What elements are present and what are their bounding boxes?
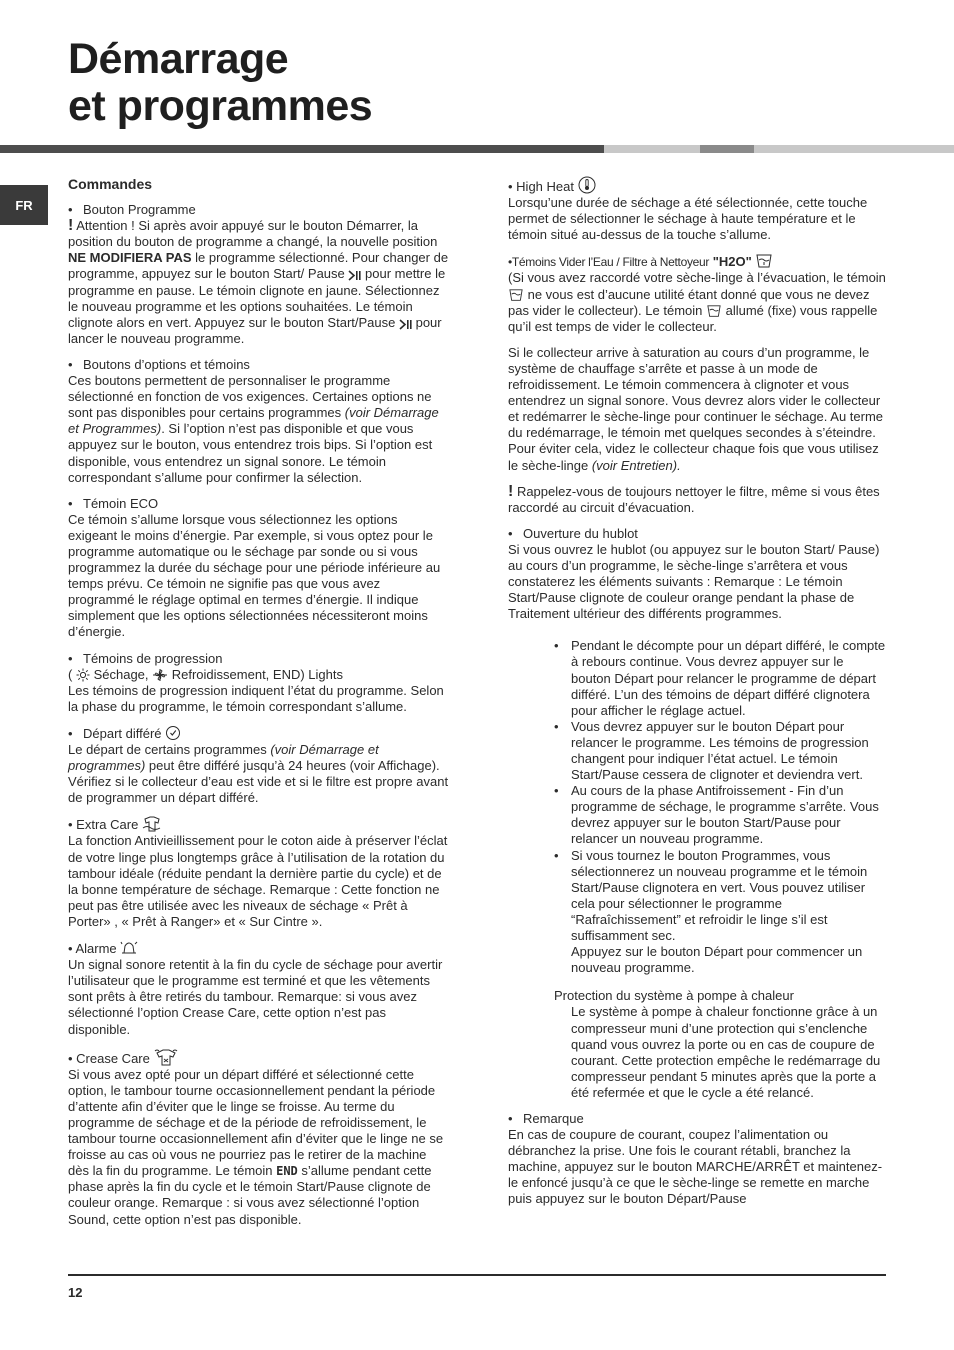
- protection-block: [554, 988, 886, 1101]
- options-heading: • Boutons d’options et témoins: [68, 356, 250, 372]
- start-pause-icon: [399, 319, 412, 330]
- list-item: • Vous devrez appuyer sur le bouton Départ pour relancer le programme. Les témoins de progression changent pour indiquer l’état actuel. Le témoin Start/Pause cessera de clignoter et deviendra vert.: [554, 719, 886, 783]
- list-item: • Si vous tournez le bouton Programmes, vous sélectionnerez un nouveau programme et le témoin Start/Pause clignotera en vert. Vous pouvez utiliser cela pour sélectionner le programme “Rafraîchissement” et refroidir le linge s’il est suffisamment sec. Appuyez sur le bouton Départ pour commencer un nouveau programme.: [554, 848, 886, 977]
- header-bar-dark: [0, 145, 604, 153]
- crease-text: Si vous avez opté pour un départ différé et sélectionné cette option, le tambour tourne occasionnellement pendant la période d’attente afin d’éviter que le linge se froisse. Au terme du programme de séchage et de la période de refroidissement, le tambour tourne occasionnellement afin d’éviter que le linge ne se froisse au cas où vous ne pourriez pas le retirer de la machine dès la fin du programme. Le témoin END s’allume pendant cette phase après la fin du cycle et le témoin Start/Pause clignote de couleur orange. Remarque : si vous avez sélectionné l’option Sound, cette option n’est pas disponible.: [68, 1066, 444, 1227]
- vider-heading: •Témoins Vider l’Eau / Filtre à Nettoyeur "H2O": [508, 253, 886, 270]
- warning-icon: !: [68, 217, 74, 235]
- extracare-block: [68, 816, 450, 930]
- remarque-block: [508, 1111, 886, 1208]
- hublot-text: Si vous ouvrez le hublot (ou appuyez sur le bouton Start/ Pause) au cours d’un programme, le sèche-linge s’arrêtera et vous constaterez les éléments suivants : Remarque : Le témoin Start/Pause clignote de couleur orange pendant la phase de Traitement ultérieur des différents programmes.: [508, 541, 880, 622]
- crease-care-icon: [153, 1048, 179, 1066]
- highheat-block: [508, 176, 886, 243]
- depart-heading: • Départ différé: [68, 725, 450, 742]
- options-block: [68, 357, 450, 486]
- clock-icon: [165, 725, 181, 741]
- hublot-block: [508, 526, 886, 623]
- header-bar-light: [604, 145, 700, 153]
- title-line-1: Démarrage: [68, 35, 289, 83]
- sun-icon: [76, 668, 90, 682]
- water-tank-icon: [706, 304, 722, 318]
- eco-text: Ce témoin s’allume lorsque vous sélectionnez les options exigeant le moins d’énergie. Par exemple, si vous optez pour le programme automatique ou le séchage par sonde ou si vous programmez la durée du séchage pour une période inférieure au temps prévu. Ce témoin ne signifie pas que vous avez programmé le réglage optimal en termes d’énergie. Il indique simplement que les options sélectionnées nécessiteront moins d’énergie.: [68, 511, 441, 640]
- eco-block: [68, 496, 450, 641]
- saturation-text: Si le collecteur arrive à saturation au cours d’un programme, le système de chauffage s’arrête et passe à un mode de refroidissement. Le témoin commencera à clignoter et vous entendrez un signal sonore. Vous devrez alors vider le collecteur et redémarrer le sèche-linge pour continuer le séchage. Au terme du redémarrage, le témoin met quelques secondes à s’éteindre. Pour éviter cela, videz le collecteur chaque fois que vous utilisez le sèche-linge (voir Entretien).: [508, 344, 884, 473]
- rappel-block: [508, 484, 886, 516]
- vider-block: [508, 253, 886, 334]
- language-tab: FR: [0, 185, 48, 225]
- hublot-heading: • Ouverture du hublot: [508, 525, 638, 541]
- alarme-text: Un signal sonore retentit à la fin du cycle de séchage pour avertir l’utilisateur que le programme est terminé et que les vêtements sont prêts à être retirés du tambour. Remarque: si vous avez sélectionné l’option Crease Care, cette option n’est pas disponible.: [68, 957, 443, 1037]
- page-title: [68, 36, 372, 130]
- bell-icon: [120, 940, 138, 956]
- depart-block: [68, 725, 450, 806]
- hublot-bullet-list: [554, 638, 886, 976]
- programme-heading: • Bouton Programme: [68, 202, 196, 218]
- warning-icon: !: [508, 482, 514, 500]
- progression-heading: • Témoins de progression: [68, 650, 223, 666]
- protection-heading: Protection du système à pompe à chaleur: [554, 988, 794, 1004]
- water-tank-icon: [755, 253, 773, 269]
- left-column: [68, 176, 450, 1238]
- extracare-heading: • Extra Care: [68, 816, 450, 833]
- options-text: Ces boutons permettent de personnaliser le programme sélectionné en fonction de vos exigences. Certaines options ne sont pas disponibles pour certains programmes (voir Démarrage et Programmes). Si l’option n’est pas disponible et que vous appuyez sur le bouton, vous entendrez trois bips. Si l’option est disponible, vous entendrez un signal sonore. Le témoin correspondant s’allume pour confirmer la sélection.: [68, 373, 439, 485]
- start-pause-icon: [348, 270, 361, 281]
- crease-block: [68, 1048, 450, 1228]
- footer-rule: [68, 1274, 886, 1276]
- alarme-heading: • Alarme: [68, 940, 450, 957]
- progression-block: [68, 651, 450, 715]
- end-indicator: END: [276, 1164, 298, 1179]
- remarque-heading: • Remarque: [508, 1110, 584, 1126]
- header-bar-mid: [700, 145, 754, 153]
- section-title: Commandes: [68, 176, 153, 192]
- thermometer-icon: [578, 176, 596, 194]
- list-item: • Pendant le décompte pour un départ différé, le compte à rebours continue. Vous devrez appuyer sur le bouton Départ pour relancer le programme de départ différé. L’un des témoins de départ différé clignotera pour afficher le réglage actuel.: [554, 638, 886, 718]
- right-column: [508, 176, 886, 1218]
- title-line-2: et programmes: [68, 82, 373, 130]
- depart-text: Le départ de certains programmes (voir Démarrage et programmes) peut être différé jusqu’à 24 heures (voir Affichage). Vérifiez si le collecteur d’eau est vide et si le filtre est propre avant de programmer un départ différé.: [68, 742, 449, 806]
- water-tank-icon: [508, 288, 524, 302]
- shirt-care-icon: [142, 816, 162, 832]
- programme-text: ! Attention ! Si après avoir appuyé sur le bouton Démarrer, la position du bouton de programme a changé, la nouvelle position NE MODIFIERA PAS le programme sélectionné. Pour changer de programme, appuyez sur le bouton Start/ Pause pour mettre le programme en pause. Le témoin clignote en jaune. Sélectionnez le nouveau programme et les options souhaitées. Le témoin clignote alors en vert. Appuyez sur le bouton Start/Pause pour lancer le nouveau programme.: [68, 217, 449, 346]
- highheat-heading: • High Heat: [508, 176, 886, 195]
- progression-text: Les témoins de progression indiquent l’état du programme. Selon la phase du programme, le témoin correspondant s’allume.: [68, 682, 444, 714]
- highheat-text: Lorsqu’une durée de séchage a été sélectionnée, cette touche permet de sélectionner le séchage à haute température et le témoin situé au-dessus de la touche s’allume.: [508, 195, 868, 243]
- fan-icon: [152, 668, 168, 682]
- saturation-block: [508, 345, 886, 474]
- vider-text: (Si vous avez raccordé votre sèche-linge à l’évacuation, le témoin ne vous est d’aucune utilité étant donné que vous ne devez pas vider le collecteur). Le témoin allumé (fixe) vous rappelle qu’il est temps de vider le collecteur.: [508, 270, 886, 334]
- crease-heading: • Crease Care: [68, 1048, 450, 1067]
- alarme-block: [68, 940, 450, 1038]
- progression-subheading: ( Séchage, Refroidissement, END) Lights: [68, 666, 343, 682]
- rappel-text: ! Rappelez-vous de toujours nettoyer le filtre, même si vous êtes raccordé au circuit d’évacuation.: [508, 482, 880, 515]
- programme-block: [68, 202, 450, 347]
- protection-text: Le système à pompe à chaleur fonctionne grâce à un compresseur muni d’une protection qui s’enclenche quand vous ouvrez la porte ou en cas de coupure de courant. Cette protection empêche le redémarrage du compresseur pendant 5 minutes après que la porte a été refermée et que le cycle a été relancé.: [571, 1004, 881, 1100]
- eco-heading: • Témoin ECO: [68, 495, 159, 511]
- list-item: • Au cours de la phase Antifroissement - Fin d’un programme de séchage, le programme s’arrête. Vous devrez appuyer sur le bouton Start/Pause pour relancer un nouveau programme.: [554, 783, 886, 847]
- remarque-text: En cas de coupure de courant, coupez l’alimentation ou débranchez la prise. Une fois le courant rétabli, branchez la machine, appuyez sur le bouton MARCHE/ARRÊT et maintenez-le enfoncé jusqu’à ce que le sèche-linge se remette en marche puis appuyez sur le bouton Départ/Pause: [508, 1127, 883, 1207]
- extracare-text: La fonction Antivieillissement pour le coton aide à préserver l’éclat de votre linge plus longtemps grâce à l’utilisation de la rotation du tambour idéale (réduite pendant la dernière partie du cycle) et de la bonne température de séchage. Remarque : Cette fonction ne peut pas être utilisée avec les niveaux de séchage « Prêt à Porter» , « Prêt à Ranger» et « Sur Cintre ».: [68, 833, 448, 929]
- header-bar-light-2: [754, 145, 954, 153]
- page-number: 12: [68, 1285, 83, 1300]
